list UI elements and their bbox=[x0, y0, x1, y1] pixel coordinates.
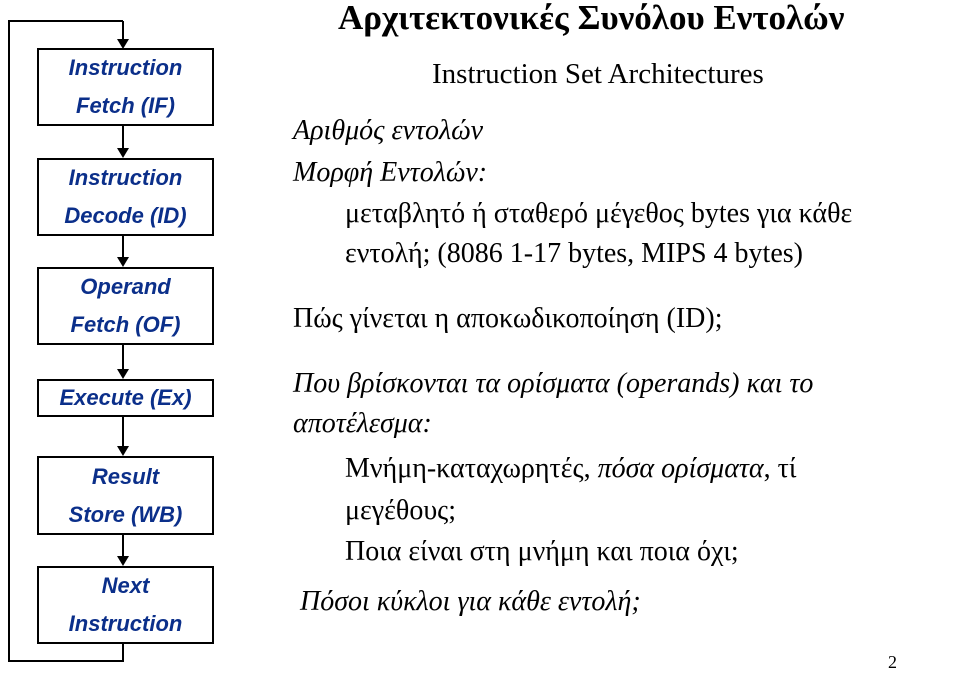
text-instruction-format: Μορφή Εντολών: bbox=[293, 157, 488, 188]
text-size-line1: μεταβλητό ή σταθερό μέγεθος bytes για κάθε bbox=[345, 198, 853, 229]
stage-instruction-decode bbox=[37, 158, 214, 236]
text-size-question: μεγέθους; bbox=[345, 495, 457, 526]
arrow-down-icon bbox=[117, 345, 129, 380]
stage-operand-fetch bbox=[37, 267, 214, 345]
loop-back-line-top bbox=[8, 20, 123, 22]
text-instruction-count: Αριθμός εντολών bbox=[293, 115, 484, 146]
text-operands-line2: αποτέλεσμα: bbox=[293, 408, 432, 439]
stage-label: Operand bbox=[80, 274, 171, 299]
stage-label: Instruction bbox=[68, 165, 183, 190]
stage-label: Fetch (OF) bbox=[70, 312, 181, 337]
text-memory-question: Ποια είναι στη μνήμη και ποια όχι; bbox=[345, 536, 739, 567]
stage-label: Instruction bbox=[68, 55, 183, 80]
arrow-down-icon bbox=[117, 535, 129, 567]
stage-label: Instruction bbox=[68, 611, 183, 636]
stage-label: Fetch (IF) bbox=[76, 93, 175, 118]
page-number: 2 bbox=[888, 652, 897, 672]
stage-execute bbox=[37, 379, 214, 417]
stage-label: Decode (ID) bbox=[64, 203, 187, 228]
text-memory-registers bbox=[345, 453, 796, 485]
text-operands-line1: Που βρίσκονται τα ορίσματα (operands) και το bbox=[293, 368, 814, 399]
arrow-down-icon bbox=[117, 126, 129, 159]
loop-back-line-bottom bbox=[8, 660, 123, 662]
stage-label: Execute (Ex) bbox=[59, 385, 192, 410]
text-cycles-question: Πόσοι κύκλοι για κάθε εντολή; bbox=[300, 586, 641, 617]
arrow-down-icon bbox=[117, 21, 129, 49]
arrow-down-icon bbox=[117, 236, 129, 268]
text-memory-registers-a: Μνήμη-καταχωρητές, bbox=[345, 453, 598, 484]
stage-result-store bbox=[37, 456, 214, 535]
loop-back-line-left bbox=[8, 20, 10, 662]
slide-title: Αρχιτεκτονικές Συνόλου Εντολών bbox=[338, 0, 845, 37]
stage-label: Store (WB) bbox=[68, 501, 183, 527]
stage-label: Next bbox=[101, 573, 150, 598]
arrow-down-icon bbox=[117, 417, 129, 457]
stage-next-instruction bbox=[37, 566, 214, 644]
text-size-line2: εντολή; (8086 1-17 bytes, MIPS 4 bytes) bbox=[345, 238, 803, 269]
text-memory-registers-c: , τί bbox=[763, 453, 797, 484]
slide-subtitle: Instruction Set Architectures bbox=[432, 58, 764, 90]
text-memory-registers-b: πόσα ορίσματα bbox=[597, 453, 764, 484]
stage-label: Result bbox=[91, 463, 160, 489]
stage-instruction-fetch bbox=[37, 48, 214, 126]
text-decode-question: Πώς γίνεται η αποκωδικοποίηση (ID); bbox=[293, 303, 723, 334]
